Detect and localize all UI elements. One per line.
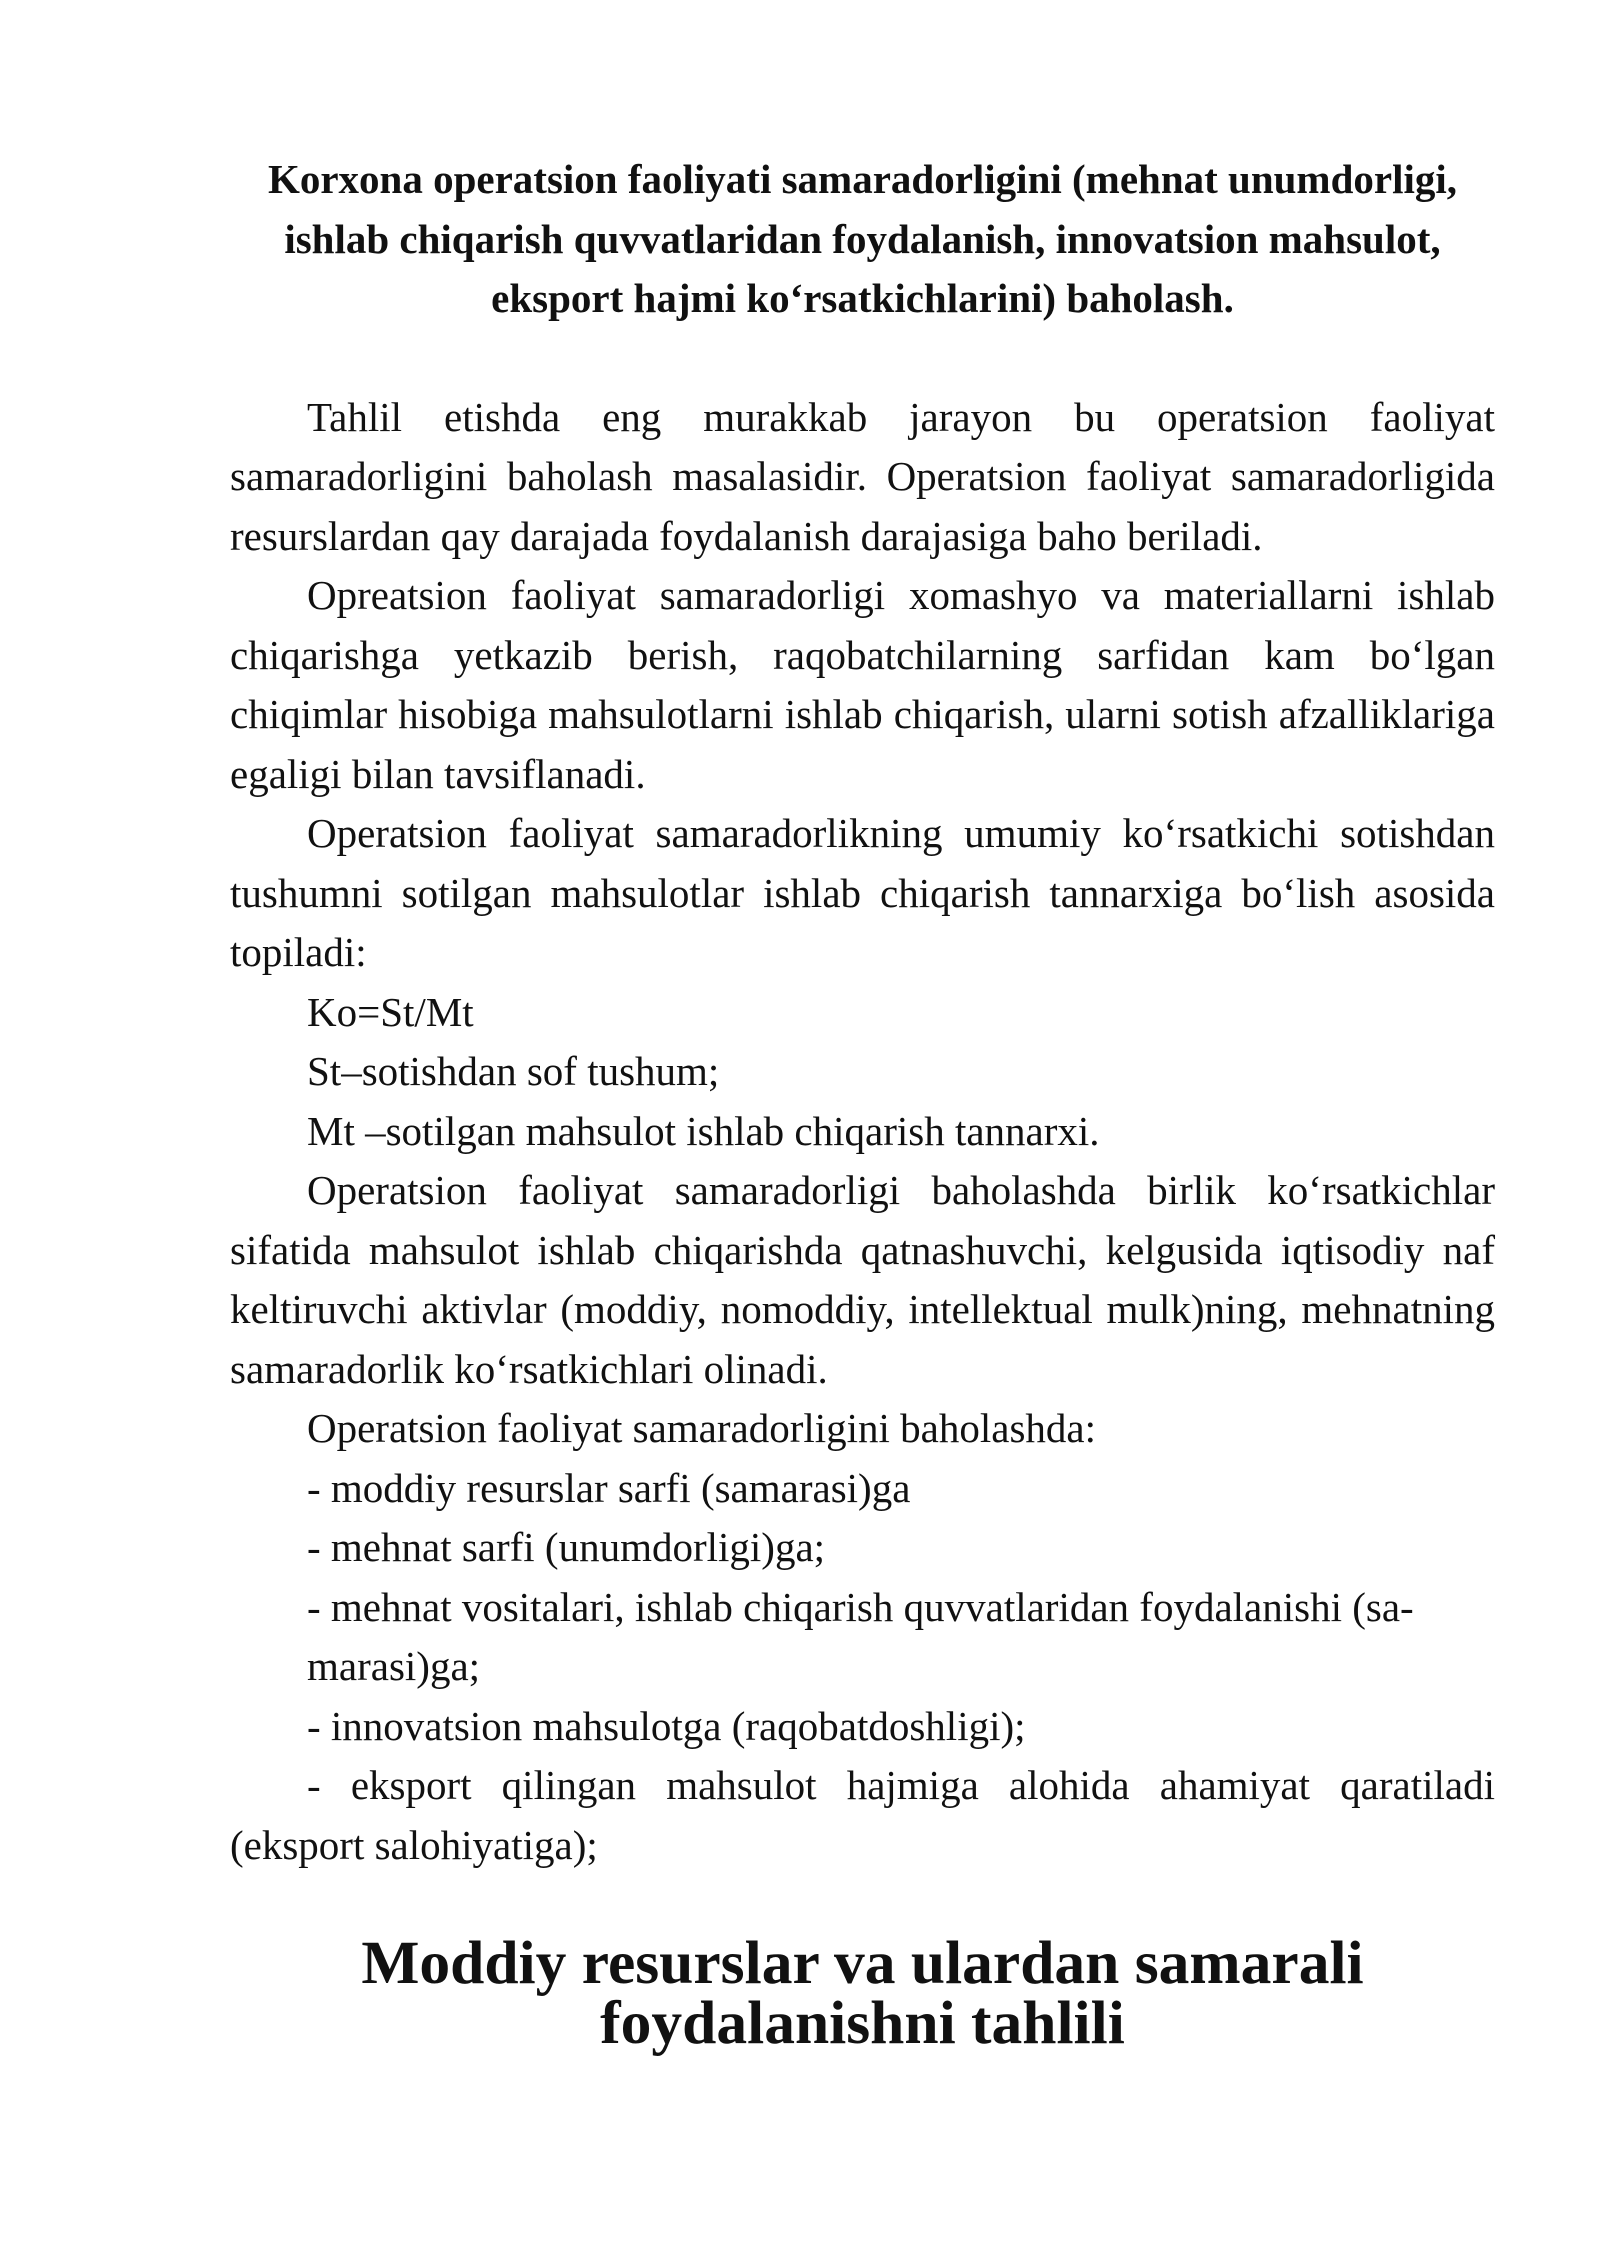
paragraph-evaluation-lead: Operatsion faoliyat samaradorligini baholashda: <box>307 1405 1097 1451</box>
list-item-export: - eksport qilingan mahsulot hajmiga alohida ahamiyat qaratiladi (eksport salohiyatiga); <box>230 1762 1495 1868</box>
list-item-production-capacity-continued: marasi)ga; <box>307 1643 481 1689</box>
spacer <box>230 1875 1495 1934</box>
paragraph-general-indicator: Operatsion faoliyat samaradorlikning umumiy ko‘rsatkichi sotishdan tushumni sotilgan mahsulotlar ishlab chiqarish tannarxiga bo‘lish asosida topiladi: <box>230 810 1495 975</box>
paragraph-intro: Tahlil etishda eng murakkab jarayon bu operatsion faoliyat samaradorligini baholash masalasidir. Operatsion faoliyat samaradorligida resurslardan qay darajada foydalanish darajasiga baho beriladi. <box>230 393 1495 559</box>
list-item-material-resources: - moddiy resurslar sarfi (samarasi)ga <box>307 1464 911 1511</box>
list-item-innovative-product: - innovatsion mahsulotga (raqobatdoshligi); <box>307 1702 1026 1749</box>
formula-definition-mt: Mt –sotilgan mahsulot ishlab chiqarish tannarxi. <box>307 1107 1100 1154</box>
formula: Ko=St/Mt <box>307 988 474 1035</box>
paragraph-unit-indicators: Operatsion faoliyat samaradorligi baholashda birlik ko‘rsatkichlar sifatida mahsulot ishlab chiqarishda qatnashuvchi, kelgusida iqtisodiy naf keltiruvchi aktivlar (moddiy, nomoddiy, intellektual mulk)ning, mehnatning samaradorlik ko‘rsatkichlari olinadi. <box>230 1167 1495 1392</box>
title-line-3: eksport hajmi ko‘rsatkichlarini) baholash. <box>491 275 1234 321</box>
spacer <box>230 329 1495 388</box>
formula-definition-st: St–sotishdan sof tushum; <box>307 1048 720 1094</box>
list-item-labor: - mehnat sarfi (unumdorligi)ga; <box>307 1524 826 1570</box>
document-page <box>230 150 1495 2057</box>
title-line-2: ishlab chiqarish quvvatlaridan foydalanish, innovatsion mahsulot, <box>284 215 1441 262</box>
section-heading: Moddiy resurslar va ulardan samarali foydalanishni tahlili <box>361 1929 1364 2057</box>
document-title <box>230 150 1495 329</box>
paragraph-definition: Opreatsion faoliyat samaradorligi xomashyo va materiallarni ishlab chiqarishga yetkazib berish, raqobatchilarning sarfidan kam bo‘lgan chiqimlar hisobiga mahsulotlarni ishlab chiqarish, ularni sotish afzalliklariga egaligi bilan tavsiflanadi. <box>230 572 1495 797</box>
list-item-production-capacity: - mehnat vositalari, ishlab chiqarish quvvatlaridan foydalanishi (sa- <box>307 1583 1414 1630</box>
title-line-1: Korxona operatsion faoliyati samaradorligini (mehnat unumdorligi, <box>267 156 1458 202</box>
